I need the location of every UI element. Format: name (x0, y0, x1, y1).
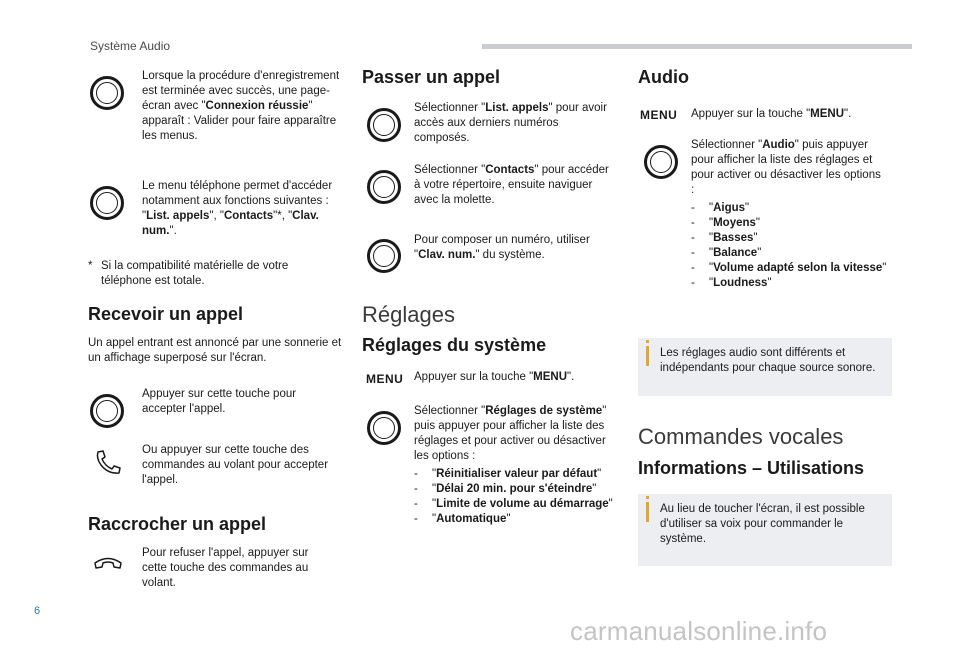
header-bar (482, 44, 912, 49)
footnote-star: * (88, 260, 93, 272)
audio-press-menu-text: Appuyer sur la touche "MENU". (691, 108, 852, 120)
accept-call-text: Appuyer sur cette touche pour accepter l'appel. (142, 388, 297, 415)
hangup-title: Raccrocher un appel (88, 514, 267, 534)
knob-icon (367, 239, 401, 273)
knob-icon (367, 170, 401, 204)
system-settings-title: Réglages du système (362, 335, 547, 355)
phone-pickup-icon (92, 447, 124, 479)
menu-button-icon: MENU (640, 108, 678, 122)
list-item: - "Réinitialiser valeur par défaut" (414, 468, 602, 480)
list-item: - "Délai 20 min. pour s'éteindre" (414, 483, 597, 495)
list-item: - "Basses" (691, 232, 758, 244)
list-item: - "Moyens" (691, 217, 761, 229)
contacts-text: Sélectionner "Contacts" pour accéder à votre répertoire, ensuite naviguer avec la molette. (414, 164, 609, 206)
wheel-accept-text: Ou appuyer sur cette touche des commandes au volant pour accepter l'appel. (142, 444, 329, 486)
knob-icon (367, 411, 401, 445)
list-item: - "Balance" (691, 247, 762, 259)
audio-options-list (691, 201, 887, 291)
keypad-text: Pour composer un numéro, utiliser "Clav. num." du système. (414, 234, 590, 261)
menu-button-icon: MENU (366, 372, 404, 386)
page-number: 6 (34, 605, 41, 617)
receive-call-intro: Un appel entrant est annoncé par une sonnerie et un affichage superposé sur l'écran. (88, 337, 342, 364)
footnote: Si la compatibilité matérielle de votre téléphone est totale. (101, 260, 289, 287)
press-menu-text: Appuyer sur la touche "MENU". (414, 371, 575, 383)
pairing-success-text: Lorsque la procédure d'enregistrement est terminée avec succès, une page-écran avec "Connexion réussie" apparaît : Valider pour faire apparaître les menus. (142, 70, 340, 142)
voice-info-text: Au lieu de toucher l'écran, il est possible d'utiliser sa voix pour commander le système. (660, 503, 865, 545)
call-history-text: Sélectionner "List. appels" pour avoir accès aux derniers numéros composés. (414, 102, 607, 144)
audio-title: Audio (638, 67, 689, 87)
info-usage-title: Informations – Utilisations (638, 458, 865, 478)
receive-call-title: Recevoir un appel (88, 304, 244, 324)
system-options-list (414, 467, 614, 527)
phone-menu-text: Le menu téléphone permet d'accéder notamment aux fonctions suivantes : "List. appels", "Contacts"*, "Clav. num.". (142, 180, 333, 237)
list-item: - "Volume adapté selon la vitesse" (691, 262, 887, 274)
info-icon (646, 346, 649, 366)
knob-icon (90, 394, 124, 428)
system-settings-text: Sélectionner "Réglages de système" puis appuyer pour afficher la liste des réglages et pour activer ou désactiver les options : (414, 405, 607, 462)
list-item: - "Loudness" (691, 277, 772, 289)
knob-icon (644, 145, 678, 179)
knob-icon (90, 186, 124, 220)
list-item: - "Aigus" (691, 202, 750, 214)
voice-commands-title: Commandes vocales (638, 424, 844, 449)
place-call-title: Passer un appel (362, 67, 501, 87)
audio-settings-text: Sélectionner "Audio" puis appuyer pour afficher la liste des réglages et pour activer ou désactiver les options : (691, 139, 881, 196)
watermark: carmanualsonline.info (570, 616, 828, 646)
header-label: Système Audio (90, 39, 171, 53)
audio-info-text: Les réglages audio sont différents et indépendants pour chaque source sonore. (660, 347, 876, 374)
info-icon (646, 502, 649, 522)
knob-icon (90, 76, 124, 110)
list-item: - "Automatique" (414, 513, 511, 525)
voice-info-box (638, 494, 892, 566)
audio-info-box (638, 338, 892, 396)
knob-icon (367, 108, 401, 142)
list-item: - "Limite de volume au démarrage" (414, 498, 613, 510)
phone-hangup-icon (92, 546, 124, 578)
hangup-text: Pour refuser l'appel, appuyer sur cette touche des commandes au volant. (142, 547, 309, 589)
settings-title: Réglages (362, 302, 455, 327)
